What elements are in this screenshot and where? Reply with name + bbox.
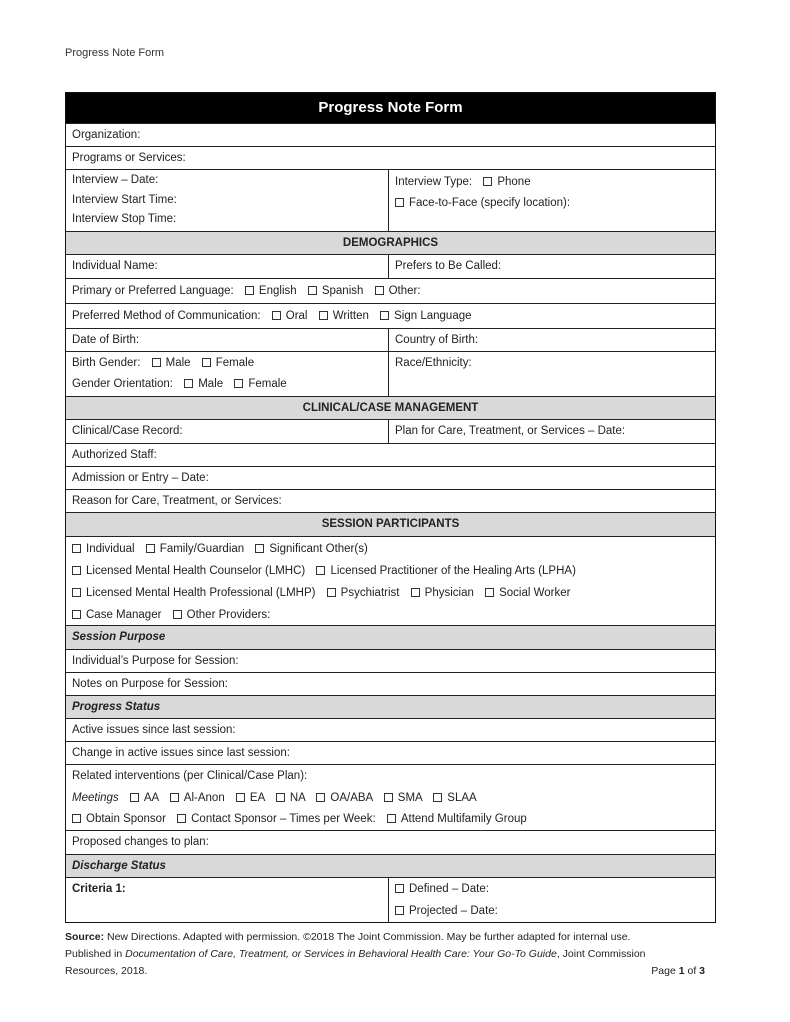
option-label: Obtain Sponsor: [86, 813, 166, 825]
option-label: Written: [332, 310, 369, 322]
page-prefix: Page: [651, 965, 679, 977]
communication-row: [66, 303, 715, 328]
gender-orientation-label: Gender Orientation:: [72, 378, 174, 390]
interventions-block: [66, 764, 715, 830]
plan-date-field[interactable]: [389, 420, 715, 443]
resources-text: Resources, 2018.: [65, 965, 148, 977]
option-label: Significant Other(s): [269, 543, 368, 555]
comm-written[interactable]: [319, 310, 369, 322]
individual-purpose-field[interactable]: [66, 649, 715, 672]
option-label: EA: [249, 791, 265, 804]
option-label: Male: [198, 378, 224, 390]
orientation-female[interactable]: [234, 378, 286, 390]
progress-note-form: [65, 92, 716, 923]
change-issues-field[interactable]: [66, 741, 715, 764]
checkbox-icon[interactable]: [236, 793, 245, 802]
prefers-called-field[interactable]: [389, 255, 715, 278]
gender-row: [66, 351, 715, 396]
phone-label: Phone: [497, 176, 531, 188]
checkbox-icon[interactable]: [173, 610, 182, 619]
interview-type-label: Interview Type:: [395, 176, 473, 188]
option-label: NA: [289, 791, 306, 804]
checkbox-icon[interactable]: [411, 588, 420, 597]
section-progress-status: Progress Status: [66, 695, 715, 718]
individual-purpose-label: Individual’s Purpose for Session:: [72, 655, 239, 667]
meetings-label: Meetings: [72, 791, 119, 804]
source-text: New Directions. Adapted with permission. ©2018 The Joint Commission. May be further adapted for internal use.: [104, 931, 631, 943]
checkbox-icon[interactable]: [72, 566, 81, 575]
comm-oral[interactable]: [272, 310, 308, 322]
checkbox-icon[interactable]: [146, 544, 155, 553]
participant-lmhc[interactable]: [72, 565, 305, 577]
interview-start-label[interactable]: Interview Start Time:: [72, 193, 177, 206]
reason-label: Reason for Care, Treatment, or Services:: [72, 495, 282, 507]
language-other[interactable]: [375, 285, 421, 297]
meeting-al-anon[interactable]: [170, 792, 225, 804]
language-row: [66, 278, 715, 303]
published-suffix: , Joint Commission: [556, 948, 646, 960]
publication-title: Documentation of Care, Treatment, or Services in Behavioral Health Care: Your Go-To Guide: [125, 948, 557, 960]
communication-label: Preferred Method of Communication:: [72, 310, 261, 322]
checkbox-icon[interactable]: [327, 588, 336, 597]
race-label: Race/Ethnicity:: [395, 357, 472, 369]
face-to-face-option[interactable]: [395, 197, 570, 209]
checkbox-icon[interactable]: [485, 588, 494, 597]
option-label: English: [258, 285, 297, 297]
option-label: Psychiatrist: [340, 587, 400, 599]
language-spanish[interactable]: [308, 285, 364, 297]
checkbox-icon[interactable]: [255, 544, 264, 553]
projected-date-option[interactable]: [395, 905, 498, 917]
option-label: SMA: [397, 791, 423, 804]
checkbox-icon[interactable]: [245, 286, 254, 295]
page-number: [651, 963, 705, 980]
proposed-changes-field[interactable]: [66, 830, 715, 854]
checkbox-icon[interactable]: [384, 793, 393, 802]
option-label: Social Worker: [499, 587, 571, 599]
checkbox-icon[interactable]: [316, 793, 325, 802]
checkbox-icon[interactable]: [152, 358, 161, 367]
option-label: OA/ABA: [330, 791, 373, 804]
page-current: 1: [678, 965, 685, 977]
plan-date-label: Plan for Care, Treatment, or Services – Date:: [395, 425, 626, 437]
participant-individual[interactable]: [72, 543, 135, 555]
option-label: Family/Guardian: [159, 543, 245, 555]
record-row: [66, 419, 715, 443]
checkbox-icon[interactable]: [316, 566, 325, 575]
participant-physician[interactable]: [411, 587, 474, 599]
programs-field[interactable]: [66, 146, 715, 169]
related-interventions-label: Related interventions (per Clinical/Case Plan):: [72, 770, 308, 782]
admission-date-field[interactable]: [66, 466, 715, 489]
published-prefix: Published in: [65, 948, 126, 960]
organization-label: Organization:: [72, 129, 141, 141]
name-row: [66, 254, 715, 278]
option-label: Sign Language: [394, 310, 472, 322]
case-record-field[interactable]: [66, 420, 389, 443]
section-discharge-status: Discharge Status: [66, 854, 715, 877]
checkbox-icon[interactable]: [433, 793, 442, 802]
option-label: Individual: [86, 543, 135, 555]
checkbox-icon[interactable]: [170, 793, 179, 802]
language-label: Primary or Preferred Language:: [72, 285, 234, 297]
checkbox-icon[interactable]: [202, 358, 211, 367]
individual-name-field[interactable]: [66, 255, 389, 278]
option-label: AA: [143, 791, 159, 804]
participant-case-manager[interactable]: [72, 609, 161, 621]
participants-list: [66, 536, 715, 625]
page-total: 3: [699, 965, 705, 977]
option-label: Contact Sponsor – Times per Week:: [191, 813, 376, 825]
active-issues-label: Active issues since last session:: [72, 724, 236, 736]
option-label: Al-Anon: [183, 791, 225, 804]
birth-gender-female[interactable]: [202, 357, 254, 369]
interview-date-label[interactable]: Interview – Date:: [72, 174, 159, 186]
option-label: Male: [165, 357, 191, 369]
comm-sign-language[interactable]: [380, 310, 471, 322]
checkbox-icon[interactable]: [272, 311, 281, 320]
dob-field[interactable]: [66, 329, 389, 351]
checkbox-icon[interactable]: [72, 610, 81, 619]
organization-field[interactable]: [66, 123, 715, 146]
checkbox-icon[interactable]: [72, 814, 81, 823]
orientation-male[interactable]: [184, 378, 223, 390]
checkbox-icon[interactable]: [308, 286, 317, 295]
option-label: Projected – Date:: [409, 904, 498, 917]
authorized-staff-field[interactable]: [66, 443, 715, 466]
checkbox-icon[interactable]: [184, 379, 193, 388]
checkbox-icon[interactable]: [319, 311, 328, 320]
section-clinical: CLINICAL/CASE MANAGEMENT: [66, 396, 715, 419]
footer-source: [65, 929, 725, 980]
dob-label: Date of Birth:: [72, 334, 140, 346]
interview-row: [66, 169, 715, 231]
option-label: Other:: [388, 285, 421, 297]
checkbox-icon[interactable]: [72, 588, 81, 597]
participant-psychiatrist[interactable]: [327, 587, 400, 599]
meeting-slaa[interactable]: [433, 792, 476, 804]
admission-date-label: Admission or Entry – Date:: [72, 472, 209, 484]
criteria-field[interactable]: [66, 878, 389, 922]
checkbox-icon[interactable]: [177, 814, 186, 823]
meeting-na[interactable]: [276, 792, 305, 804]
race-field[interactable]: [389, 352, 715, 396]
option-label: Other Providers:: [186, 609, 271, 621]
purpose-notes-label: Notes on Purpose for Session:: [72, 678, 228, 690]
birth-gender-label: Birth Gender:: [72, 357, 141, 369]
participant-significant-other[interactable]: [255, 543, 367, 555]
criteria-label: Criteria 1:: [72, 883, 126, 895]
interview-stop-label[interactable]: Interview Stop Time:: [72, 213, 177, 225]
page-of: of: [684, 965, 700, 977]
obtain-sponsor-option[interactable]: [72, 813, 166, 825]
multifamily-group-option[interactable]: [387, 813, 527, 825]
form-title: Progress Note Form: [66, 93, 715, 123]
checkbox-icon[interactable]: [130, 793, 139, 802]
participant-social-worker[interactable]: [485, 587, 570, 599]
purpose-notes-field[interactable]: [66, 672, 715, 695]
option-label: Physician: [424, 587, 474, 599]
option-label: Attend Multifamily Group: [400, 813, 527, 825]
country-field[interactable]: [389, 329, 715, 351]
country-label: Country of Birth:: [395, 334, 479, 346]
individual-name-label: Individual Name:: [72, 260, 158, 272]
phone-option[interactable]: [483, 176, 530, 188]
meeting-ea[interactable]: [236, 792, 265, 804]
option-label: Female: [248, 378, 287, 390]
section-demographics: DEMOGRAPHICS: [66, 231, 715, 254]
option-label: Licensed Mental Health Counselor (LMHC): [86, 565, 306, 577]
option-label: SLAA: [447, 791, 477, 804]
section-participants: SESSION PARTICIPANTS: [66, 512, 715, 536]
birth-gender-male[interactable]: [152, 357, 191, 369]
checkbox-icon[interactable]: [387, 814, 396, 823]
reason-field[interactable]: [66, 489, 715, 512]
change-issues-label: Change in active issues since last session:: [72, 747, 290, 759]
participant-lmhp[interactable]: [72, 587, 315, 599]
option-label: Female: [215, 357, 255, 369]
checkbox-icon[interactable]: [276, 793, 285, 802]
case-record-label: Clinical/Case Record:: [72, 425, 183, 437]
face-to-face-label: Face-to-Face (specify location):: [409, 197, 571, 209]
checkbox-icon[interactable]: [234, 379, 243, 388]
checkbox-icon[interactable]: [395, 884, 404, 893]
participant-family-guardian[interactable]: [146, 543, 244, 555]
active-issues-field[interactable]: [66, 718, 715, 741]
prefers-called-label: Prefers to Be Called:: [395, 260, 502, 272]
proposed-changes-label: Proposed changes to plan:: [72, 836, 209, 848]
meeting-oa-aba[interactable]: [316, 792, 372, 804]
contact-sponsor-option[interactable]: [177, 813, 376, 825]
option-label: Licensed Practitioner of the Healing Arts (LPHA): [330, 565, 576, 577]
checkbox-icon[interactable]: [483, 177, 492, 186]
option-label: Defined – Date:: [409, 883, 489, 895]
meeting-sma[interactable]: [384, 792, 422, 804]
authorized-staff-label: Authorized Staff:: [72, 449, 157, 461]
option-label: Case Manager: [86, 609, 162, 621]
option-label: Licensed Mental Health Professional (LMHP): [86, 587, 316, 599]
birth-row: [66, 328, 715, 351]
source-label: Source:: [65, 931, 105, 943]
programs-label: Programs or Services:: [72, 152, 186, 164]
option-label: Oral: [285, 310, 308, 322]
section-session-purpose: Session Purpose: [66, 625, 715, 649]
participant-lpha[interactable]: [316, 565, 575, 577]
page-header: Progress Note Form: [65, 47, 165, 59]
defined-date-option[interactable]: [395, 883, 489, 895]
checkbox-icon[interactable]: [72, 544, 81, 553]
meeting-aa[interactable]: [130, 792, 159, 804]
language-english[interactable]: [245, 285, 297, 297]
checkbox-icon[interactable]: [395, 198, 404, 207]
option-label: Spanish: [321, 285, 364, 297]
participant-other-providers[interactable]: [173, 609, 271, 621]
checkbox-icon[interactable]: [380, 311, 389, 320]
checkbox-icon[interactable]: [375, 286, 384, 295]
checkbox-icon[interactable]: [395, 906, 404, 915]
criteria-row: [66, 877, 715, 922]
